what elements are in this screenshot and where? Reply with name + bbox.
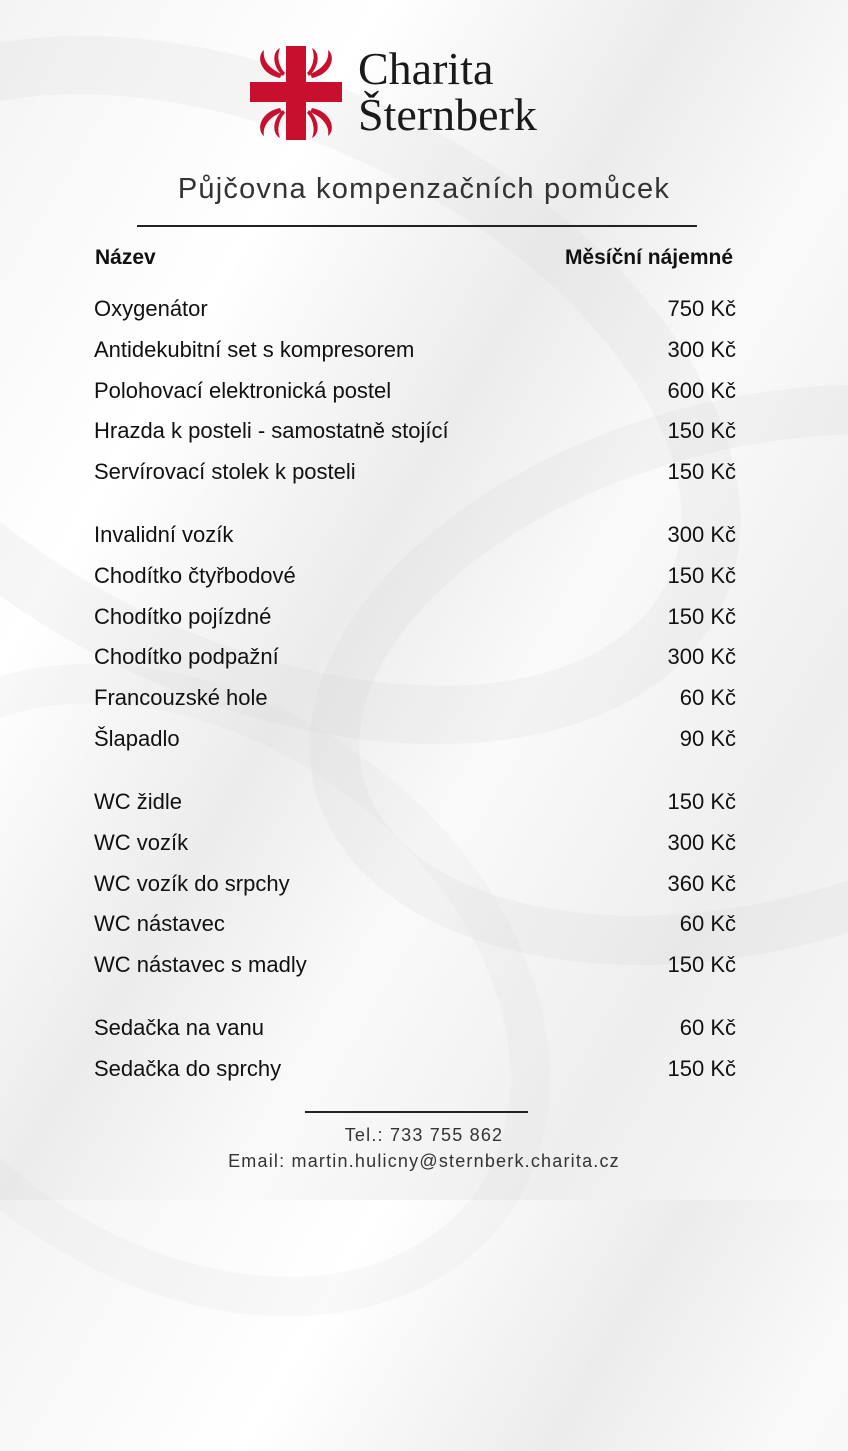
item-price: 60 Kč <box>679 1015 736 1040</box>
item-name: Francouzské hole <box>94 685 268 710</box>
item-name: Servírovací stolek k posteli <box>94 459 356 484</box>
list-item <box>94 871 736 901</box>
item-price: 90 Kč <box>679 726 736 751</box>
item-name: Hrazda k posteli - samostatně stojící <box>94 418 449 443</box>
footer-divider <box>305 1111 528 1113</box>
item-price: 150 Kč <box>667 418 736 443</box>
contact-email: Email: martin.hulicny@sternberk.charita.cz <box>228 1151 620 1171</box>
list-item <box>94 522 736 552</box>
item-price: 300 Kč <box>667 522 736 547</box>
item-name: Polohovací elektronická postel <box>94 378 392 403</box>
item-name: WC židle <box>94 789 183 814</box>
item-name: Šlapadlo <box>94 726 180 751</box>
item-price: 600 Kč <box>667 378 736 403</box>
item-name: Invalidní vozík <box>94 522 234 547</box>
contact-phone: Tel.: 733 755 862 <box>344 1125 504 1145</box>
list-item <box>94 1056 736 1086</box>
list-item <box>94 563 736 593</box>
list-item <box>94 911 736 941</box>
item-price: 300 Kč <box>667 830 736 855</box>
item-price: 150 Kč <box>667 952 736 977</box>
item-name: Sedačka na vanu <box>94 1015 265 1040</box>
list-item <box>94 1015 736 1045</box>
list-item <box>94 644 736 674</box>
item-name: WC nástavec s madly <box>94 952 307 977</box>
item-name: WC vozík <box>94 830 189 855</box>
column-header-price: Měsíční nájemné <box>564 246 733 269</box>
column-header-name: Název <box>95 246 156 269</box>
item-name: Antidekubitní set s kompresorem <box>94 337 415 362</box>
item-price: 300 Kč <box>667 644 736 669</box>
list-item <box>94 604 736 634</box>
list-item <box>94 337 736 367</box>
list-item <box>94 378 736 408</box>
item-price: 150 Kč <box>667 789 736 814</box>
charita-logo <box>250 43 590 146</box>
item-price: 150 Kč <box>667 604 736 629</box>
charita-cross-icon <box>250 46 342 140</box>
item-name: Sedačka do sprchy <box>94 1056 282 1081</box>
item-price: 360 Kč <box>667 871 736 896</box>
item-name: Chodítko čtyřbodové <box>94 563 296 588</box>
item-name: Oxygenátor <box>94 296 208 321</box>
item-price: 60 Kč <box>679 911 736 936</box>
item-price: 150 Kč <box>667 459 736 484</box>
item-name: Chodítko pojízdné <box>94 604 272 629</box>
list-item <box>94 830 736 860</box>
brand-line-1: Charita <box>358 43 494 94</box>
item-price: 750 Kč <box>667 296 736 321</box>
item-price: 60 Kč <box>679 685 736 710</box>
list-item <box>94 459 736 489</box>
brand-name <box>358 43 537 140</box>
list-item <box>94 296 736 326</box>
item-name: WC vozík do srpchy <box>94 871 290 896</box>
item-price: 300 Kč <box>667 337 736 362</box>
item-name: Chodítko podpažní <box>94 644 279 669</box>
item-price: 150 Kč <box>667 1056 736 1081</box>
item-name: WC nástavec <box>94 911 225 936</box>
list-item <box>94 789 736 819</box>
list-item <box>94 418 736 448</box>
list-item <box>94 726 736 756</box>
page-title: Půjčovna kompenzačních pomůcek <box>177 173 671 205</box>
list-item <box>94 685 736 715</box>
brand-line-2: Šternberk <box>358 89 537 140</box>
item-price: 150 Kč <box>667 563 736 588</box>
list-item <box>94 952 736 982</box>
title-divider <box>137 225 697 227</box>
